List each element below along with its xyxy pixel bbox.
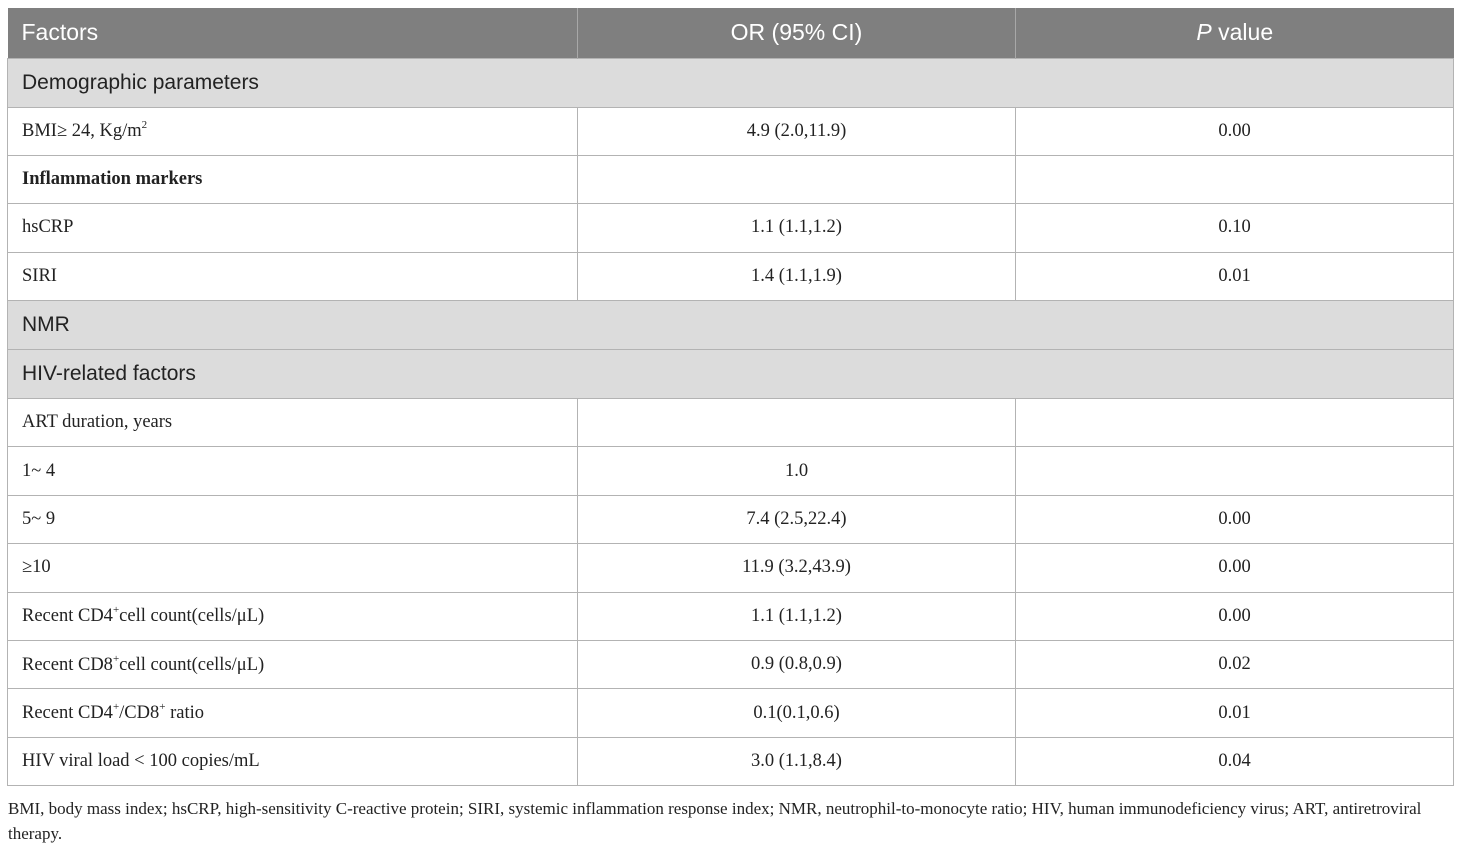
table-header [8, 8, 1454, 58]
row-label-sup: + [112, 701, 120, 714]
row-label-text: Recent CD8 [22, 654, 113, 675]
row-label [8, 592, 578, 640]
table-row [8, 107, 1454, 155]
section-row-demographic [8, 58, 1454, 107]
table-row [8, 204, 1454, 252]
table-row [8, 737, 1454, 785]
row-label [8, 107, 578, 155]
header-p-italic: P [1196, 19, 1212, 46]
section-row-hiv [8, 350, 1454, 399]
row-label: 1~ 4 [8, 447, 578, 495]
row-label-text: BMI≥ 24, Kg/m [22, 121, 142, 142]
row-label-text-mid: /CD8 [119, 703, 160, 724]
header-or-ci: OR (95% CI) [578, 8, 1016, 58]
row-label-text-post: cell count(cells/μL) [119, 654, 265, 675]
row-or-ci: 3.0 (1.1,8.4) [578, 737, 1016, 785]
table-row [8, 155, 1454, 203]
row-label: HIV viral load < 100 copies/mL [8, 737, 578, 785]
row-p-value [1016, 399, 1454, 447]
row-or-ci: 11.9 (3.2,43.9) [578, 544, 1016, 592]
row-p-value: 0.00 [1016, 592, 1454, 640]
row-or-ci [578, 399, 1016, 447]
row-label-sup: + [112, 652, 120, 665]
row-p-value [1016, 155, 1454, 203]
row-or-ci: 0.9 (0.8,0.9) [578, 641, 1016, 689]
row-label-sup: 2 [141, 119, 148, 132]
table-row [8, 689, 1454, 737]
row-label [8, 689, 578, 737]
row-p-value: 0.10 [1016, 204, 1454, 252]
row-p-value: 0.01 [1016, 252, 1454, 300]
header-factors: Factors [8, 8, 578, 58]
row-p-value: 0.02 [1016, 641, 1454, 689]
row-label: Inflammation markers [8, 155, 578, 203]
row-or-ci: 1.0 [578, 447, 1016, 495]
row-p-value: 0.01 [1016, 689, 1454, 737]
row-label-text: Recent CD4 [22, 606, 113, 627]
header-p-rest: value [1211, 19, 1274, 46]
header-row [8, 8, 1454, 58]
row-or-ci: 4.9 (2.0,11.9) [578, 107, 1016, 155]
row-label-text: Recent CD4 [22, 703, 113, 724]
row-or-ci: 1.1 (1.1,1.2) [578, 592, 1016, 640]
table-row [8, 495, 1454, 543]
row-p-value [1016, 447, 1454, 495]
row-label-text-post: cell count(cells/μL) [119, 606, 265, 627]
row-p-value: 0.00 [1016, 544, 1454, 592]
table-row [8, 641, 1454, 689]
row-or-ci: 0.1(0.1,0.6) [578, 689, 1016, 737]
table-row [8, 544, 1454, 592]
section-label-demographic: Demographic parameters [8, 58, 1454, 107]
row-label-sup-2: + [159, 701, 166, 714]
row-p-value: 0.00 [1016, 107, 1454, 155]
section-label-nmr: NMR [8, 301, 1454, 350]
row-or-ci: 7.4 (2.5,22.4) [578, 495, 1016, 543]
table-row [8, 592, 1454, 640]
row-label: SIRI [8, 252, 578, 300]
row-p-value: 0.00 [1016, 495, 1454, 543]
row-label: ART duration, years [8, 399, 578, 447]
section-row-nmr [8, 301, 1454, 350]
header-p-value [1016, 8, 1454, 58]
table-row [8, 447, 1454, 495]
row-label: hsCRP [8, 204, 578, 252]
table-footnote: BMI, body mass index; hsCRP, high-sensitivity C-reactive protein; SIRI, systemic inflammation response index; NMR, neutrophil-to-monocyte ratio; HIV, human immunodeficiency virus; ART, antiretroviral therapy. [8, 799, 1422, 843]
row-label: ≥10 [8, 544, 578, 592]
section-label-hiv: HIV-related factors [8, 350, 1454, 399]
row-or-ci [578, 155, 1016, 203]
row-label: 5~ 9 [8, 495, 578, 543]
row-or-ci: 1.1 (1.1,1.2) [578, 204, 1016, 252]
row-label-sup: + [112, 604, 120, 617]
table-row [8, 399, 1454, 447]
table-row [8, 252, 1454, 300]
row-label [8, 641, 578, 689]
row-or-ci: 1.4 (1.1,1.9) [578, 252, 1016, 300]
results-table [7, 8, 1454, 786]
row-p-value: 0.04 [1016, 737, 1454, 785]
row-label-text-post: ratio [165, 703, 204, 724]
